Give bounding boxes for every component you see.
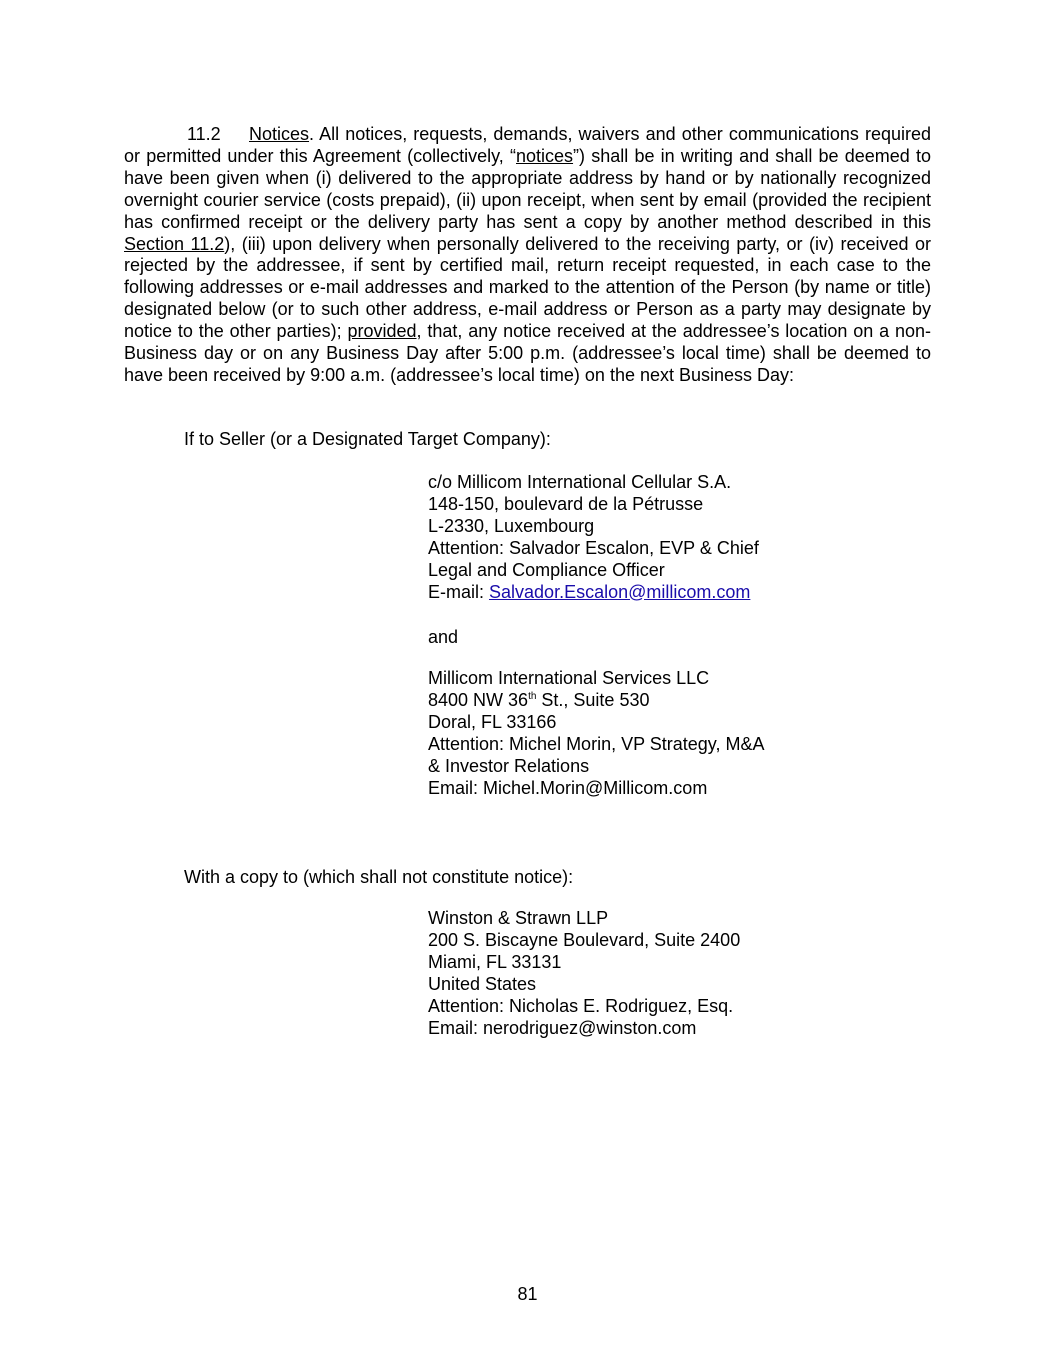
email-line: Email: nerodriguez@winston.com [428, 1017, 697, 1038]
attention-line: Attention: Salvador Escalon, EVP & Chief [428, 537, 759, 558]
proviso-term: provided [347, 321, 417, 342]
section-cross-reference: Section 11.2 [124, 233, 225, 254]
address-line: 148-150, boulevard de la Pétrusse [428, 493, 704, 514]
paragraph-text: ), (iii) upon delivery when personally delivered to the receiving party, or (iv) received or rejected by the addressee, if sent by certified mail, return receipt requested, in each case to the following addresses or e-mail addresses and marked to the attention of the Person (by name or title) designated below (or to such other address, e-mail address or Person as a party may designate by notice to the other parties); [124, 233, 931, 342]
email-line: Email: Michel.Morin@Millicom.com [428, 777, 708, 798]
address-line: Doral, FL 33166 [428, 711, 557, 732]
address-line: 200 S. Biscayne Boulevard, Suite 2400 [428, 929, 741, 950]
copy-intro: With a copy to (which shall not constitute notice): [184, 867, 574, 887]
seller-address-luxembourg [428, 472, 759, 603]
paragraph-text: ”) shall be in writing and shall be deemed to have been given when (i) delivered to the appropriate address by hand or by nationally recognized overnight courier service (costs prepaid), (ii) upon receipt, when sent by email (provided the recipient has confirmed receipt or the delivery party has sent a copy by another method described in this [124, 145, 931, 232]
address-line: c/o Millicom International Cellular S.A. [428, 472, 732, 492]
attention-line: & Investor Relations [428, 755, 590, 776]
page-number: 81 [517, 1284, 538, 1304]
paragraph-text: . All notices, requests, demands, waivers and other communications required or permitted under this Agreement (collectively, “ [124, 124, 931, 166]
section-heading: Notices [249, 124, 310, 144]
address-line [428, 690, 764, 712]
address-line: Millicom International Services LLC [428, 668, 710, 688]
notices-paragraph [124, 124, 931, 387]
seller-address-doral [428, 668, 764, 799]
address-line: L-2330, Luxembourg [428, 515, 595, 536]
email-label: E-mail: [428, 581, 490, 602]
copy-address-winston [428, 908, 740, 1039]
address-line: Winston & Strawn LLP [428, 908, 609, 928]
defined-term: notices [516, 145, 574, 166]
email-line [428, 582, 759, 604]
section-number: 11.2 [187, 124, 221, 144]
email-link[interactable]: Salvador.Escalon@millicom.com [489, 581, 751, 602]
address-line: Miami, FL 33131 [428, 951, 562, 972]
attention-line: Attention: Michel Morin, VP Strategy, M&A [428, 733, 765, 754]
street-rest: St., Suite 530 [536, 689, 650, 710]
street-number: 8400 NW 36 [428, 689, 529, 710]
seller-intro: If to Seller (or a Designated Target Company): [184, 429, 551, 449]
paragraph-text: , that, any notice received at the addressee’s location on a non-Business day or on any Business Day after 5:00 p.m. (addressee’s local time) shall be deemed to have been received by 9:00 a.m. (addressee’s local time) on the next Business Day: [124, 321, 931, 385]
attention-line: Legal and Compliance Officer [428, 559, 665, 580]
ordinal-suffix: th [528, 690, 537, 702]
attention-line: Attention: Nicholas E. Rodriguez, Esq. [428, 995, 734, 1016]
address-line: United States [428, 973, 537, 994]
and-connector: and [428, 627, 459, 647]
